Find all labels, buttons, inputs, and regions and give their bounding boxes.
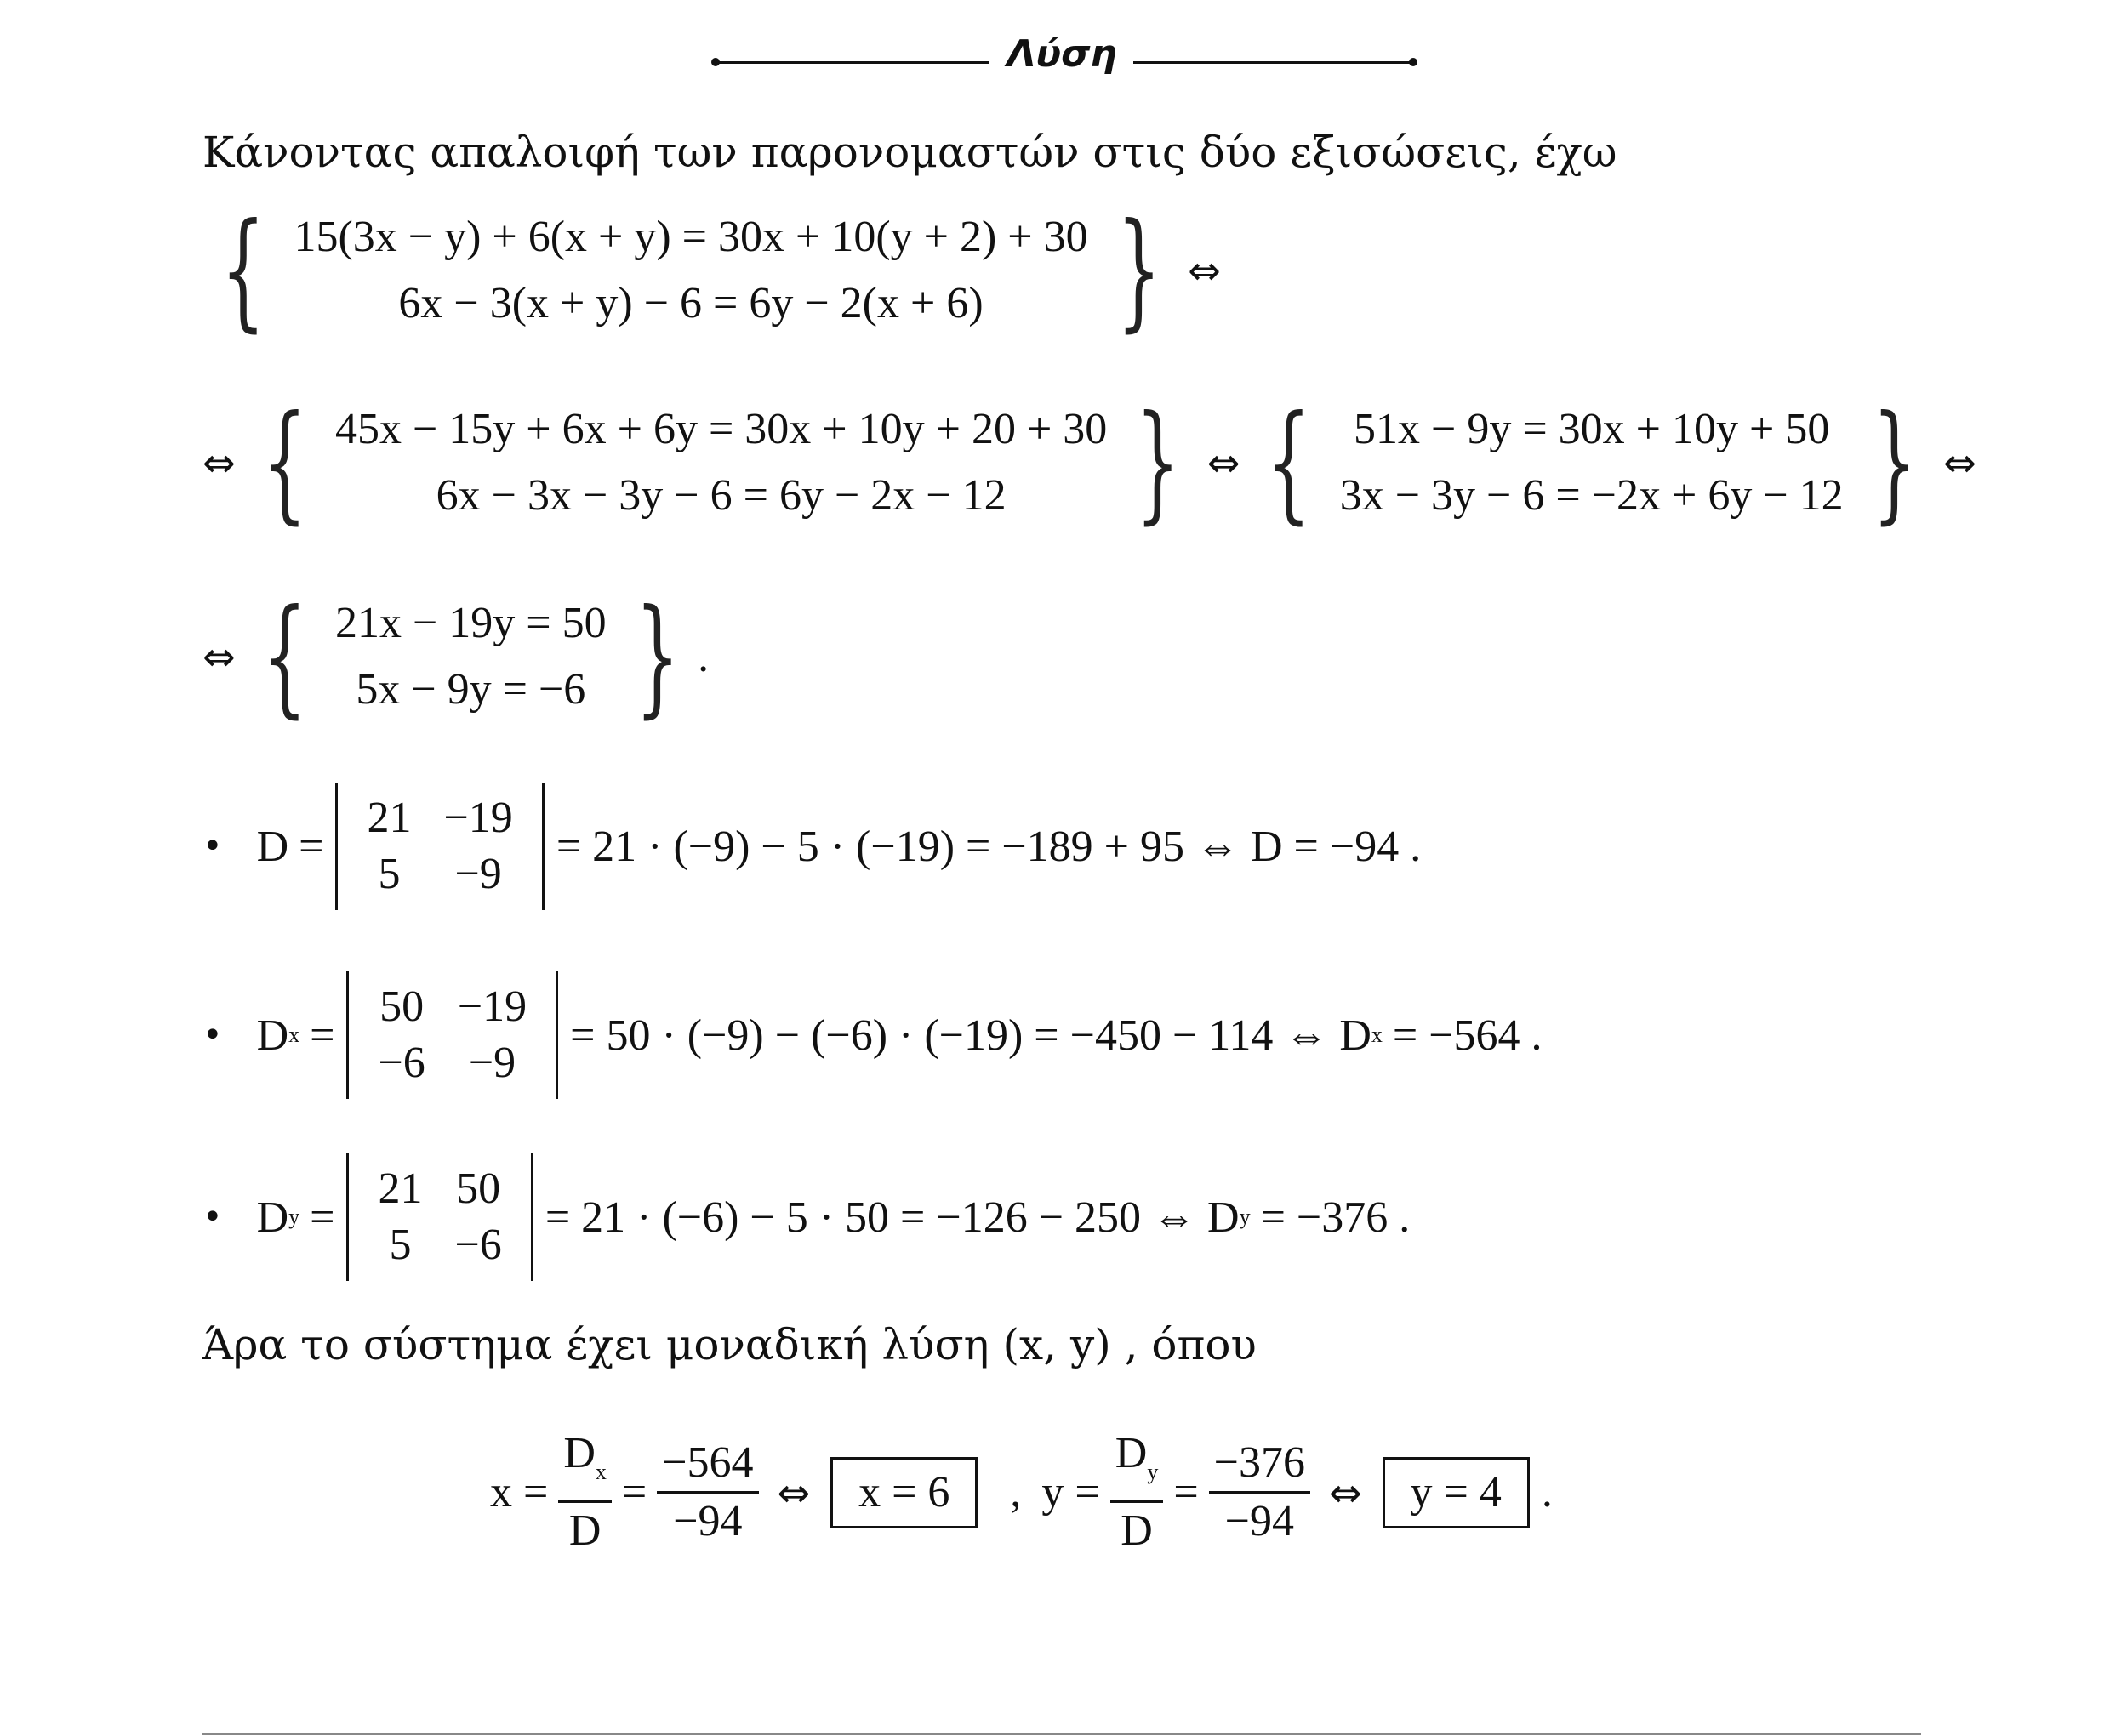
det-result: = −376 . <box>1260 1192 1411 1242</box>
fraction-denominator: D <box>1121 1506 1153 1555</box>
right-brace: } <box>635 583 680 731</box>
equivalence-symbol: ⇔ <box>1206 440 1240 486</box>
det-cell: 21 <box>378 1164 423 1213</box>
det-subscript: x <box>288 1022 300 1047</box>
right-brace: } <box>1135 389 1181 537</box>
det-cell: 5 <box>378 850 401 898</box>
det-subscript: x <box>1371 1022 1383 1047</box>
equals-sign: = <box>310 1192 335 1242</box>
det-calculation: = 50 · (−9) − (−6) · (−19) = −450 − 114 ⇔ D <box>570 1010 1372 1060</box>
equivalence-symbol: ⇔ <box>1328 1469 1362 1516</box>
det-cell: 50 <box>456 1164 501 1213</box>
equivalence-symbol: ⇔ <box>1943 440 1976 486</box>
fraction-dy-over-d <box>1110 1426 1164 1559</box>
equation: 3x − 3y − 6 = −2x + 6y − 12 <box>1339 471 1844 520</box>
heading: Λύση <box>1007 32 1117 76</box>
equals-sign: = <box>621 1468 647 1517</box>
fraction-denominator: −94 <box>1224 1497 1294 1545</box>
equals-sign: = <box>310 1010 335 1060</box>
det-subscript: y <box>288 1204 300 1229</box>
system-4-row <box>202 583 710 731</box>
equation: 15(3x − y) + 6(x + y) = 30x + 10(y + 2) + 30 <box>294 213 1088 261</box>
fraction-y-values <box>1209 1435 1310 1550</box>
y-answer-box: y = 4 <box>1383 1457 1530 1528</box>
equals-sign: = <box>299 822 324 871</box>
det-cell: −9 <box>468 1039 516 1087</box>
intro-text: Κάνοντας απαλοιφή των παρονομαστών στις δύο εξισώσεις, έχω <box>202 128 1617 177</box>
determinant-d <box>335 783 544 910</box>
bullet: • <box>202 1198 223 1237</box>
x-lhs: x = <box>490 1468 549 1517</box>
bullet: • <box>202 1016 223 1055</box>
det-calculation: = 21 · (−9) − 5 · (−19) = −189 + 95 ⇔ D = −94 . <box>556 822 1422 871</box>
equals-sign: = <box>1173 1468 1199 1517</box>
bullet: • <box>202 827 223 866</box>
heading-right-dot <box>1409 58 1417 66</box>
fraction-denominator: −94 <box>673 1497 743 1545</box>
determinant-dy <box>346 1153 533 1281</box>
det-cell: −6 <box>454 1221 502 1269</box>
comma: , <box>1010 1468 1022 1517</box>
det-cell: 5 <box>389 1221 412 1269</box>
equivalence-symbol: ⇔ <box>1188 248 1221 293</box>
system-2 <box>244 389 1199 537</box>
equation: 6x − 3(x + y) − 6 = 6y − 2(x + 6) <box>398 279 984 327</box>
equation: 21x − 19y = 50 <box>334 599 607 647</box>
det-subscript: y <box>1239 1204 1251 1229</box>
fraction-numerator: −564 <box>657 1435 758 1494</box>
period: . <box>1541 1468 1553 1517</box>
system-3 <box>1248 389 1935 537</box>
det-cell: 50 <box>379 982 425 1031</box>
det-cell: −9 <box>454 850 502 898</box>
x-answer-box: x = 6 <box>830 1457 978 1528</box>
det-cell: −6 <box>378 1039 425 1087</box>
det-cell: −19 <box>443 794 513 842</box>
footer-rule <box>202 1733 1921 1735</box>
det-label: D <box>256 1192 289 1242</box>
det-result: = −564 . <box>1392 1010 1543 1060</box>
determinant-dx <box>346 971 558 1099</box>
left-brace: { <box>1266 389 1312 537</box>
right-brace: } <box>1116 196 1161 344</box>
det-cell: 21 <box>367 794 412 842</box>
equivalence-symbol: ⇔ <box>202 634 236 680</box>
equation: 6x − 3x − 3y − 6 = 6y − 2x − 12 <box>436 471 1007 520</box>
fraction-numerator: −376 <box>1209 1435 1310 1494</box>
left-brace: { <box>262 583 307 731</box>
left-brace: { <box>220 196 265 344</box>
left-brace: { <box>262 389 307 537</box>
y-lhs: y = <box>1041 1468 1100 1517</box>
heading-left-rule <box>716 61 989 64</box>
determinant-dx-row <box>202 971 1543 1099</box>
det-calculation: = 21 · (−6) − 5 · 50 = −126 − 250 ⇔ D <box>545 1192 1240 1242</box>
determinant-d-row <box>202 783 1421 910</box>
solution-row <box>490 1426 1553 1559</box>
fraction-numerator: $D_y$ <box>1110 1426 1164 1503</box>
fraction-x-values <box>657 1435 758 1550</box>
system-2-3-row <box>202 389 1985 537</box>
equation: 45x − 15y + 6x + 6y = 30x + 10y + 20 + 30 <box>334 405 1108 453</box>
det-label: D <box>256 822 289 871</box>
system-1 <box>202 196 1179 344</box>
equation: 5x − 9y = −6 <box>356 665 586 714</box>
equivalence-symbol: ⇔ <box>202 440 236 486</box>
conclusion-text: Άρα το σύστημα έχει μοναδική λύση (x, y) , όπου <box>202 1320 1257 1369</box>
fraction-dx-over-d <box>558 1426 612 1559</box>
system-1-row <box>202 196 1229 344</box>
heading-right-rule <box>1133 61 1414 64</box>
fraction-denominator: D <box>568 1506 602 1555</box>
det-label: D <box>256 1010 289 1060</box>
system-4 <box>244 583 699 731</box>
right-brace: } <box>1872 389 1917 537</box>
determinant-dy-row <box>202 1153 1410 1281</box>
equivalence-symbol: ⇔ <box>777 1469 811 1516</box>
equation: 51x − 9y = 30x + 10y + 50 <box>1354 405 1830 453</box>
fraction-numerator: $D_x$ <box>558 1426 612 1503</box>
det-cell: −19 <box>457 982 528 1031</box>
period: . <box>698 632 710 681</box>
